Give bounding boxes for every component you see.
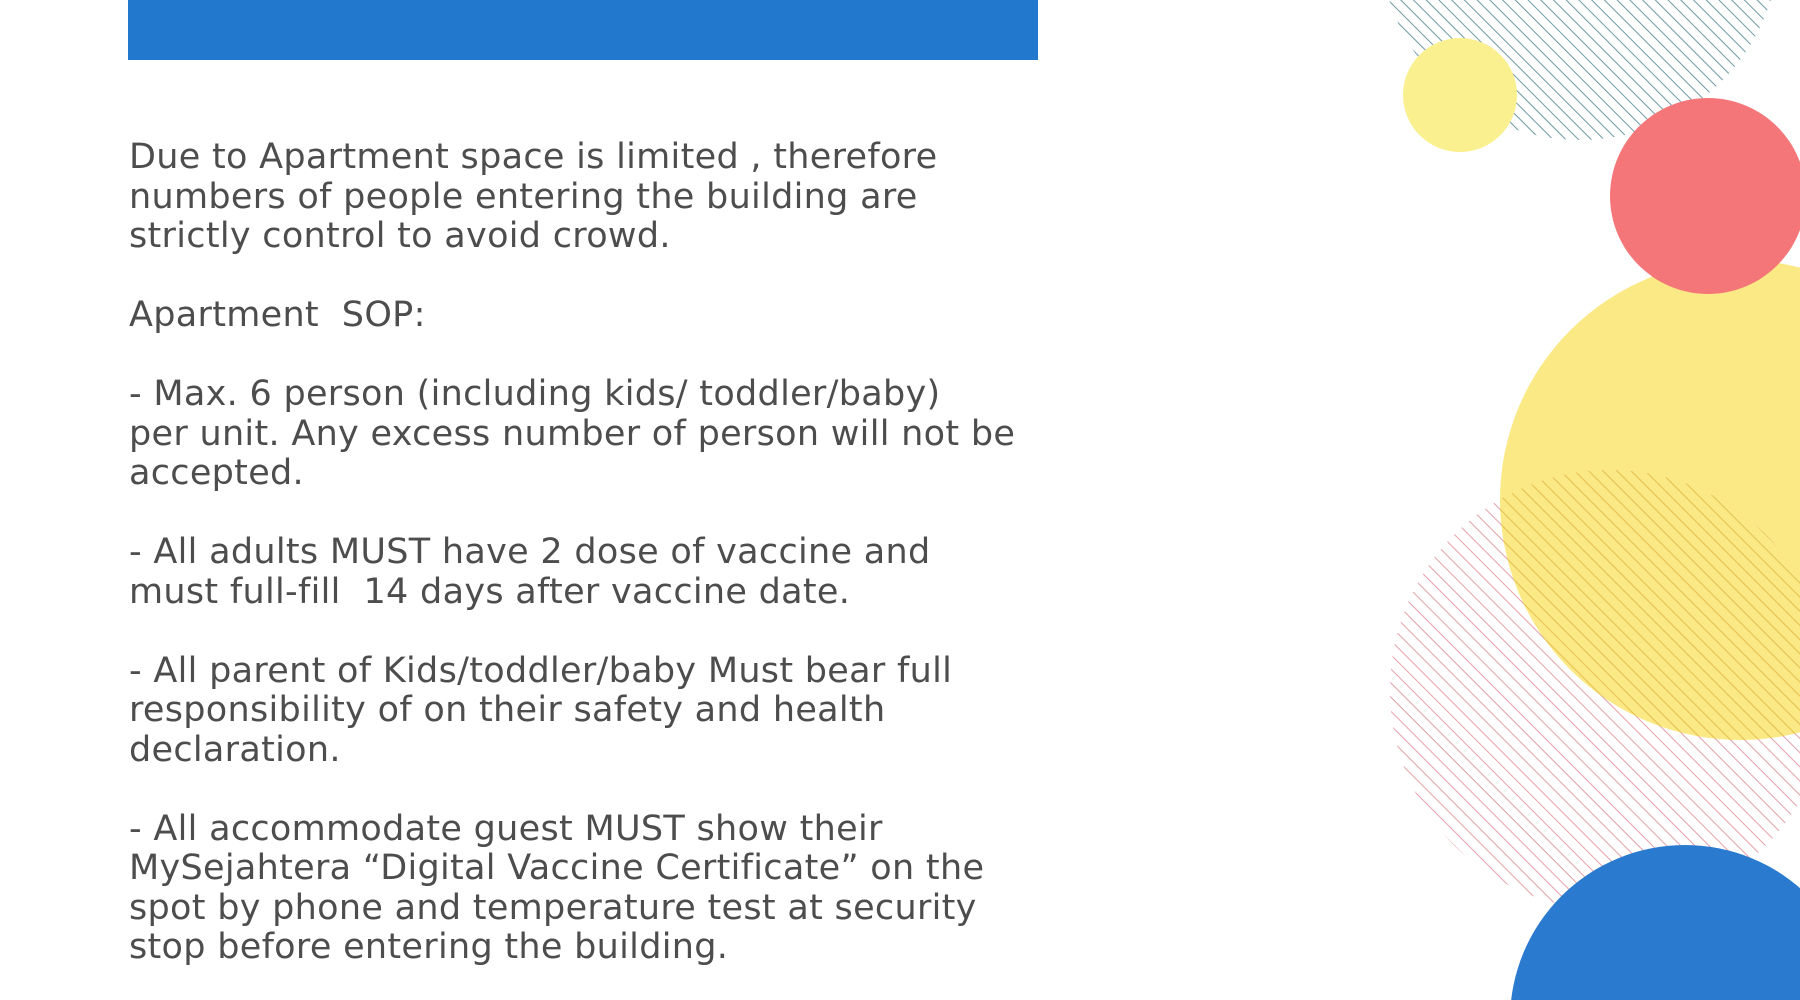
rule-vaccine-doses [129,533,1069,612]
intro-line: numbers of people entering the building are [129,176,918,217]
rule-line: - All parent of Kids/toddler/baby Must bear full [129,650,953,691]
rule-line: - All adults MUST have 2 dose of vaccine and [129,532,931,572]
rule-parent-responsibility [129,652,1069,771]
rule-vaccine-certificate [129,810,1069,968]
rule-line: responsibility of on their safety and health [129,690,886,730]
rule-line: - All accommodate guest MUST show their [129,808,883,849]
intro-line: Due to Apartment space is limited , therefore [129,137,938,177]
sop-heading-text: Apartment SOP: [129,295,426,335]
sop-heading [129,296,1069,336]
intro-paragraph [129,138,1069,257]
rule-line: MySejahtera “Digital Vaccine Certificate” on the [129,848,985,888]
rule-line: declaration. [129,729,341,770]
rule-line: stop before entering the building. [129,927,729,967]
sop-text [129,138,1069,1000]
rule-line: must full-fill 14 days after vaccine date. [129,571,851,612]
intro-line: strictly control to avoid crowd. [129,216,671,256]
rule-line: spot by phone and temperature test at security [129,887,977,928]
rule-max-persons [129,375,1069,494]
small-yellow-circle [1403,38,1517,152]
rule-line: per unit. Any excess number of person will not be [129,413,1016,454]
red-circle [1610,98,1800,294]
rule-line: - Max. 6 person (including kids/ toddler/baby) [129,374,941,414]
rule-line: accepted. [129,453,304,493]
